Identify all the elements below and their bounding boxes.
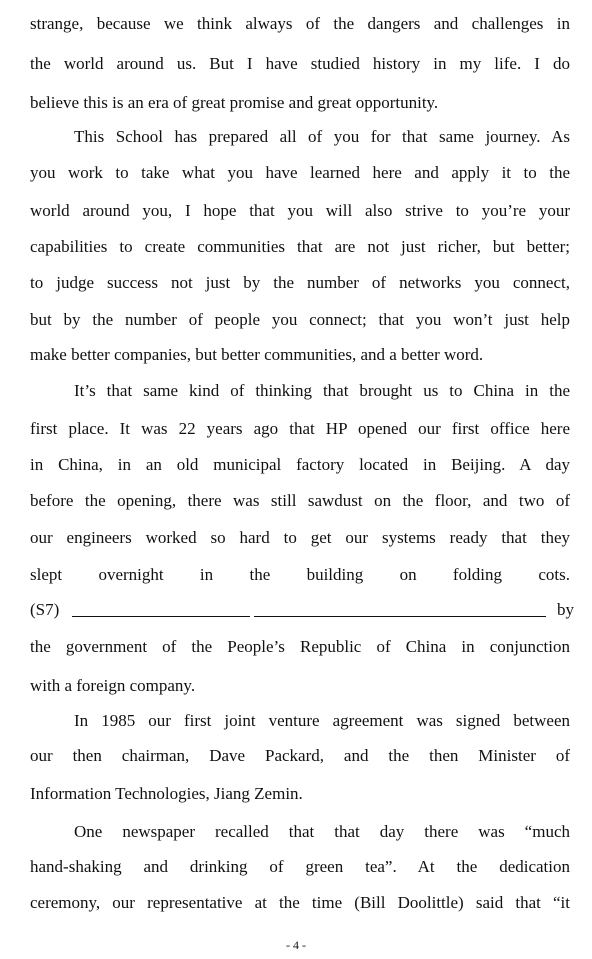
text-line: It’s that same kind of thinking that brought us to China in the (74, 381, 570, 400)
text-line: ceremony, our representative at the time (Bill Doolittle) said that “it (30, 893, 570, 912)
text-line: the world around us. But I have studied history in my life. I do (30, 54, 570, 73)
text-line: Information Technologies, Jiang Zemin. (30, 784, 303, 803)
blank-label: (S7) (30, 600, 60, 619)
text-line: the government of the People’s Republic of China in conjunction (30, 637, 570, 656)
text-line: make better companies, but better communities, and a better word. (30, 345, 484, 364)
text-line: strange, because we think always of the dangers and challenges in (30, 14, 570, 33)
blank-tail: by (557, 600, 574, 619)
text-line: This School has prepared all of you for that same journey. As (74, 127, 570, 146)
text-line: but by the number of people you connect; that you won’t just help (30, 310, 570, 329)
text-line: to judge success not just by the number of networks you connect, (30, 273, 570, 292)
text-line: hand-shaking and drinking of green tea”. At the dedication (30, 857, 570, 876)
blank-rule (72, 616, 250, 617)
text-line: world around you, I hope that you will also strive to you’re your (30, 201, 570, 220)
blank-rule (254, 616, 546, 617)
text-line: capabilities to create communities that are not just richer, but better; (30, 237, 570, 256)
text-line: slept overnight in the building on folding cots. (30, 565, 570, 584)
text-line: with a foreign company. (30, 676, 196, 695)
text-line: In 1985 our first joint venture agreement was signed between (74, 711, 570, 730)
fill-in-blank (30, 598, 574, 622)
text-line: believe this is an era of great promise and great opportunity. (30, 93, 439, 112)
text-line: first place. It was 22 years ago that HP opened our first office here (30, 419, 570, 438)
text-line: you work to take what you have learned here and apply it to the (30, 163, 570, 182)
text-line: our engineers worked so hard to get our systems ready that they (30, 528, 570, 547)
page-number: - 4 - (286, 938, 306, 952)
text-line: in China, in an old municipal factory located in Beijing. A day (30, 455, 570, 474)
text-line: before the opening, there was still sawdust on the floor, and two of (30, 491, 570, 510)
text-line: our then chairman, Dave Packard, and the then Minister of (30, 746, 570, 765)
text-line: One newspaper recalled that that day there was “much (74, 822, 570, 841)
